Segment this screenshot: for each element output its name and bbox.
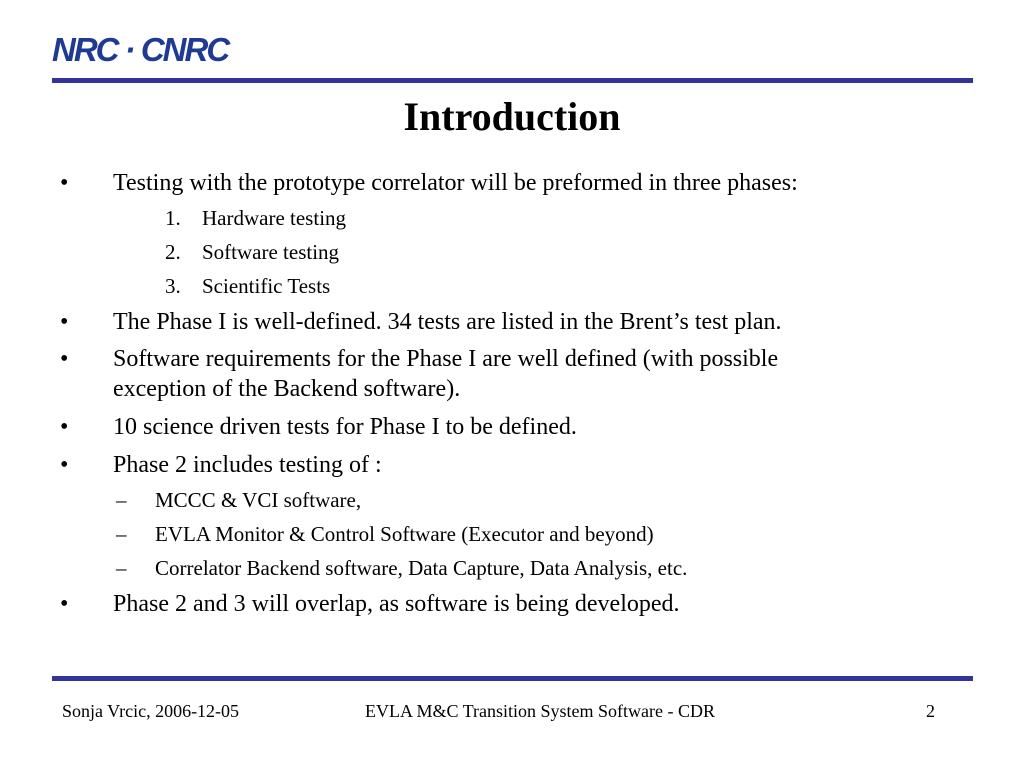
bullet-marker: • xyxy=(60,170,69,196)
slide-title: Introduction xyxy=(403,94,621,139)
footer-title: EVLA M&C Transition System Software - CDR xyxy=(365,701,716,721)
bullet-text: Correlator Backend software, Data Capture, Data Analysis, etc. xyxy=(155,556,688,580)
bullet-marker: • xyxy=(60,414,69,440)
bullet-text: Phase 2 includes testing of : xyxy=(113,452,382,478)
bullet-text: exception of the Backend software). xyxy=(113,376,461,402)
page-number: 2 xyxy=(926,701,935,721)
bullet-text: EVLA Monitor & Control Software (Executor and beyond) xyxy=(155,522,654,546)
header-rule xyxy=(52,78,973,83)
bullet-text: MCCC & VCI software, xyxy=(155,488,362,512)
number-marker: 1. xyxy=(165,206,181,230)
bullet-text: Software testing xyxy=(202,240,340,264)
dash-marker: – xyxy=(116,556,127,580)
nrc-cnrc-logo: NRC · CNRC xyxy=(52,31,229,68)
bullet-text: Phase 2 and 3 will overlap, as software is being developed. xyxy=(113,591,680,617)
dash-marker: – xyxy=(116,488,127,512)
number-marker: 2. xyxy=(165,240,181,264)
number-marker: 3. xyxy=(165,274,181,298)
bullet-text: Scientific Tests xyxy=(202,274,331,298)
bullet-text: Hardware testing xyxy=(202,206,347,230)
bullet-marker: • xyxy=(60,346,69,372)
bullet-marker: • xyxy=(60,591,69,617)
bullet-text: Testing with the prototype correlator will be preformed in three phases: xyxy=(113,170,798,196)
bullet-marker: • xyxy=(60,309,69,335)
footer-rule xyxy=(52,676,973,681)
footer-author-date: Sonja Vrcic, 2006-12-05 xyxy=(62,701,240,721)
bullet-text: The Phase I is well-defined. 34 tests are listed in the Brent’s test plan. xyxy=(113,309,782,335)
bullet-marker: • xyxy=(60,452,69,478)
bullet-text: Software requirements for the Phase I are well defined (with possible xyxy=(113,346,779,372)
dash-marker: – xyxy=(116,522,127,546)
bullet-text: 10 science driven tests for Phase I to be defined. xyxy=(113,414,577,440)
